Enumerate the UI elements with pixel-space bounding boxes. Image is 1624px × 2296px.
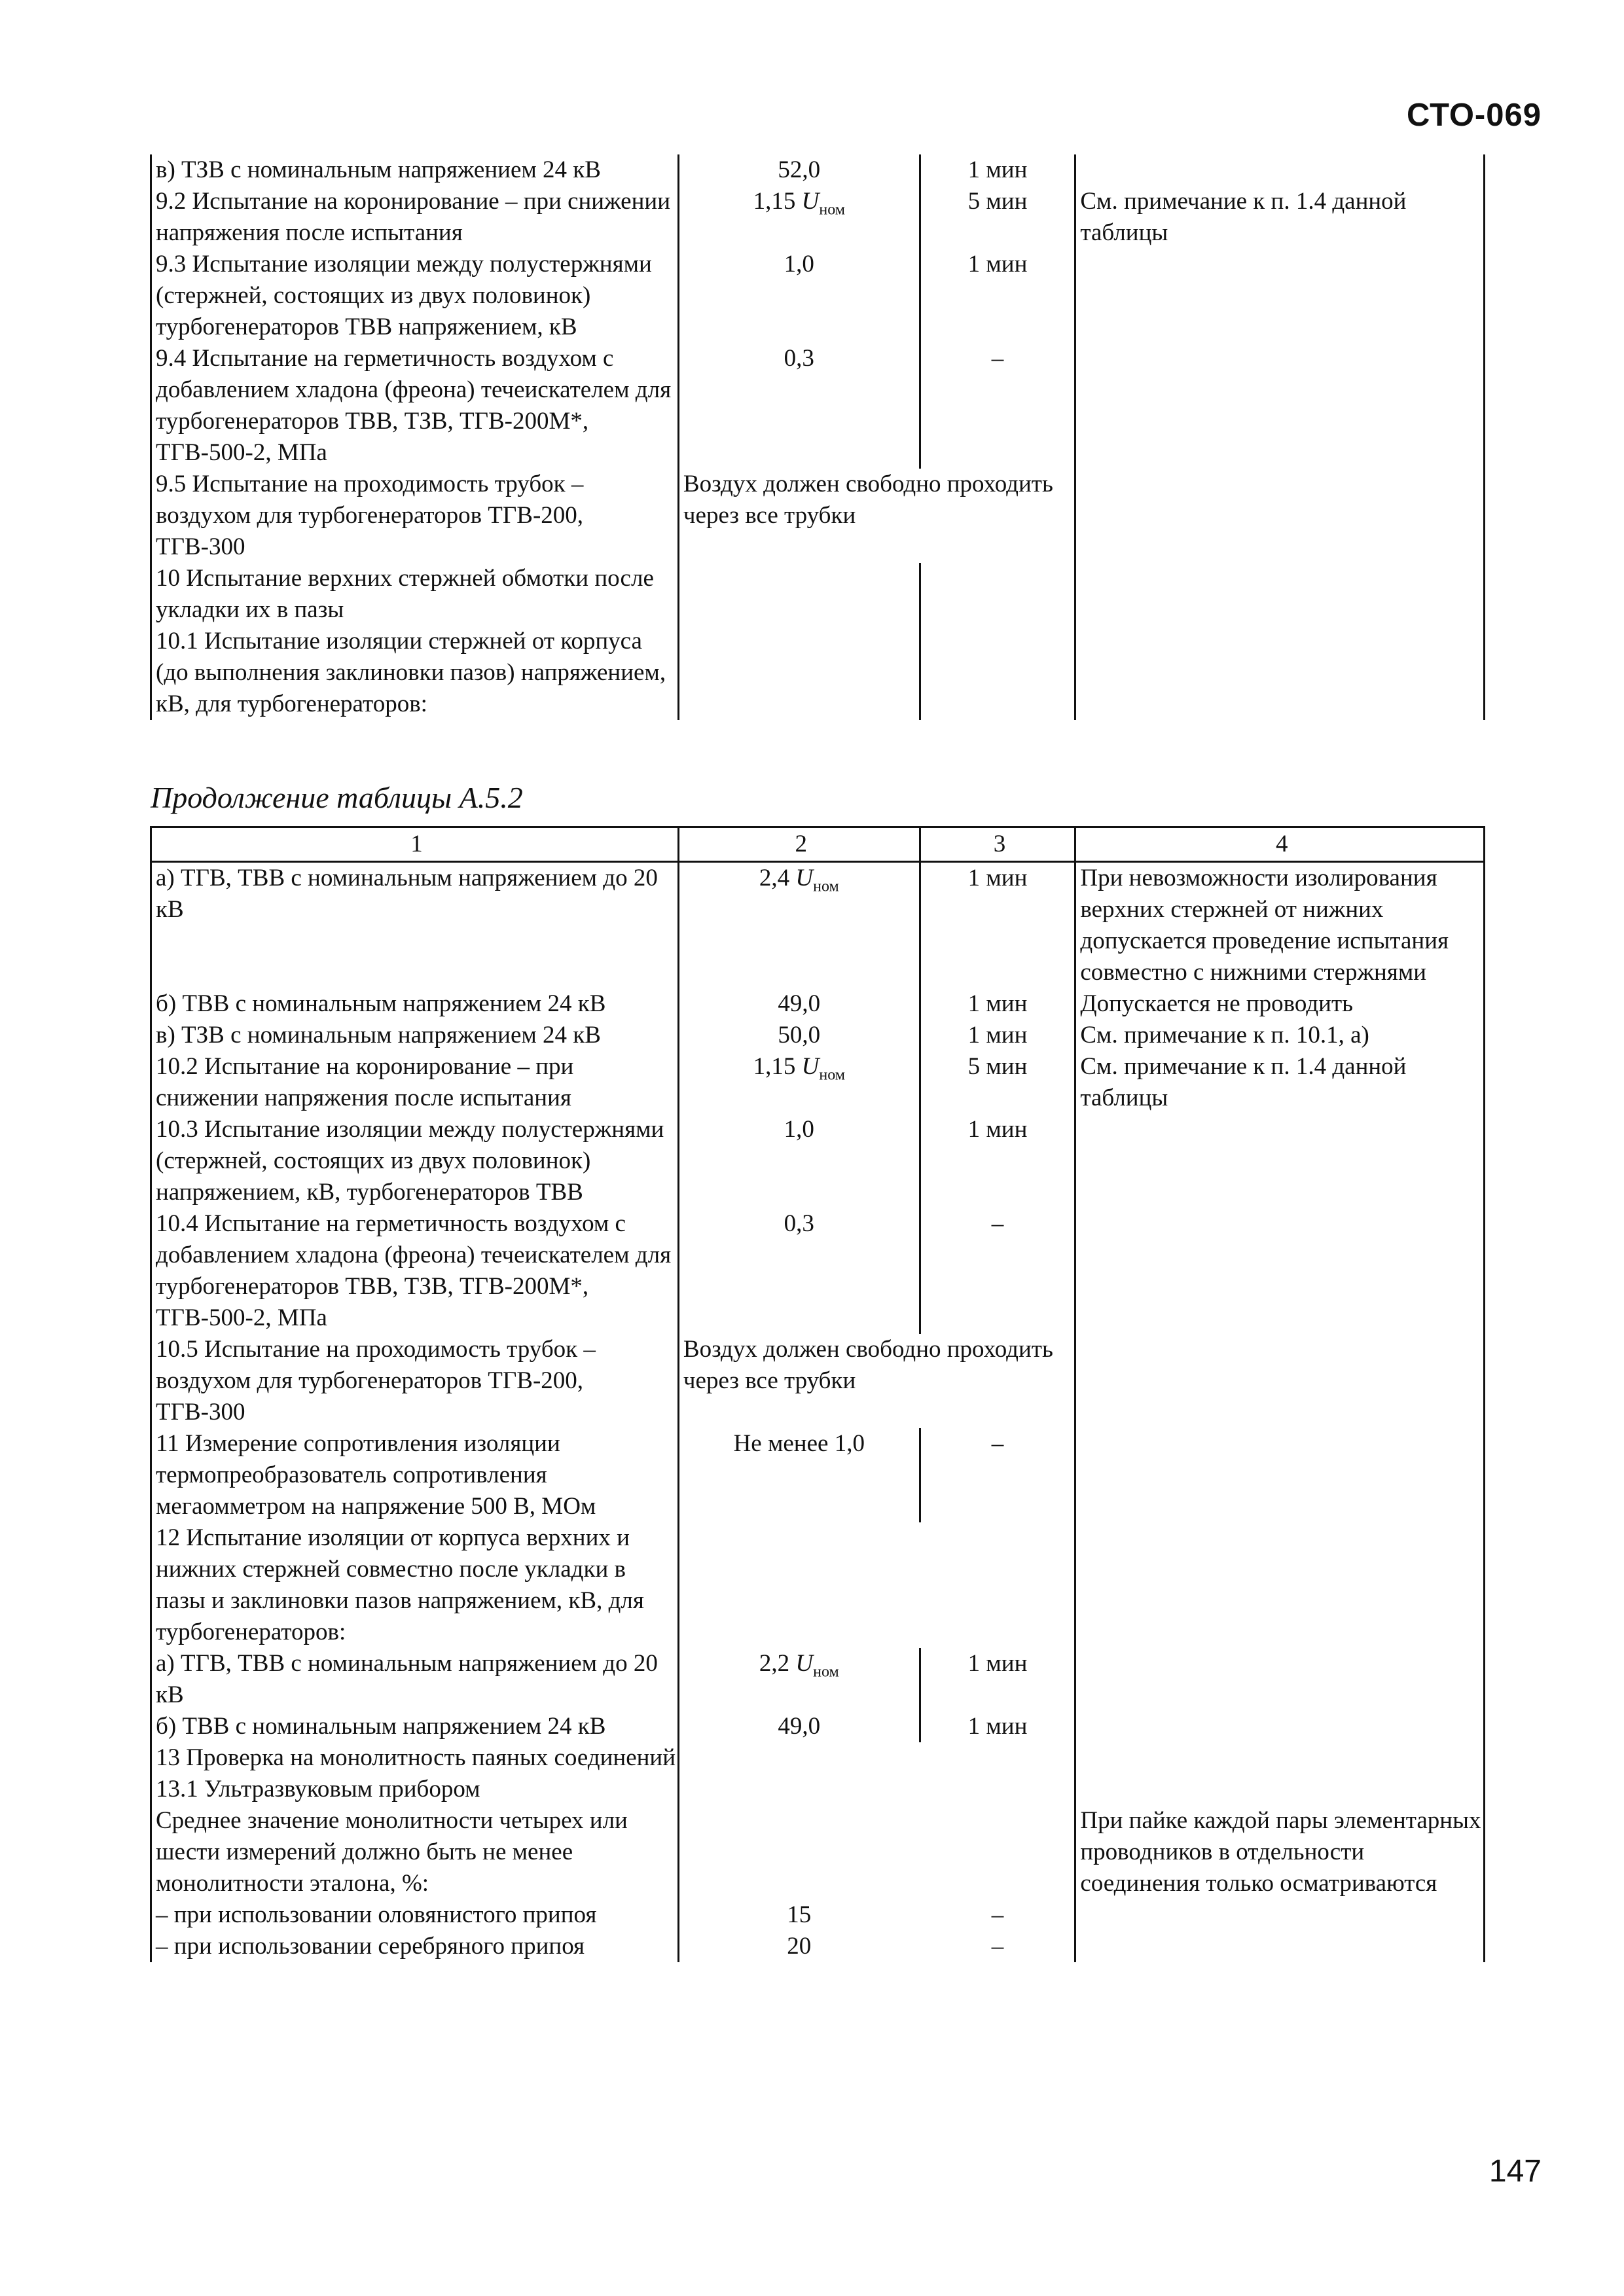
document-code: СТО-069 [1406, 98, 1542, 133]
cell: 52,0 [678, 154, 920, 186]
cell: в) ТЗВ с номинальным напряжением 24 кВ [151, 154, 679, 186]
cell: 1 мин [920, 249, 1075, 343]
cell [1075, 1774, 1485, 1805]
cell: 1 мин [920, 862, 1075, 989]
cell: См. примечание к п. 1.4 данной таблицы [1075, 1051, 1485, 1114]
table-header-row [151, 827, 1485, 862]
cell: Не менее 1,0 [678, 1428, 920, 1522]
cell [920, 1522, 1075, 1648]
cell: При пайке каждой пары элементарных проводников в отдельности соединения только осматриваются [1075, 1805, 1485, 1899]
cell [1075, 154, 1485, 186]
subscript: ном [819, 1066, 845, 1084]
cell: 0,3 [678, 1208, 920, 1334]
table-row [151, 1648, 1485, 1711]
cell: 10.2 Испытание на коронирование – при снижении напряжения после испытания [151, 1051, 679, 1114]
cell [1075, 1334, 1485, 1428]
cell [678, 1051, 920, 1114]
value: 2,4 [759, 865, 796, 891]
cell [920, 1774, 1075, 1805]
table-row [151, 626, 1485, 720]
cell: 49,0 [678, 1711, 920, 1742]
page-number: 147 [1489, 2154, 1542, 2189]
table-row [151, 988, 1485, 1020]
column-header: 1 [151, 827, 679, 862]
cell [678, 186, 920, 249]
cell: 50,0 [678, 1020, 920, 1051]
cell [1075, 1742, 1485, 1774]
cell [1075, 563, 1485, 626]
table-row [151, 249, 1485, 343]
cell [678, 862, 920, 989]
cell: См. примечание к п. 10.1, а) [1075, 1020, 1485, 1051]
table-row [151, 1805, 1485, 1899]
cell: 0,3 [678, 343, 920, 469]
cell: 1 мин [920, 1711, 1075, 1742]
cell [920, 1742, 1075, 1774]
cell: 1,0 [678, 249, 920, 343]
cell [1075, 1648, 1485, 1711]
table-row [151, 1742, 1485, 1774]
symbol: U [795, 865, 814, 891]
cell [678, 626, 920, 720]
cell: См. примечание к п. 1.4 данной таблицы [1075, 186, 1485, 249]
table-row [151, 1208, 1485, 1334]
cell [1075, 343, 1485, 469]
column-header: 2 [678, 827, 920, 862]
cell: 49,0 [678, 988, 920, 1020]
cell: 10.4 Испытание на герметичность воздухом с добавлением хладона (фреона) течеискателем для турбогенераторов ТВВ, ТЗВ, ТГВ-200М*, ТГВ-500-2, МПа [151, 1208, 679, 1334]
cell: б) ТВВ с номинальным напряжением 24 кВ [151, 988, 679, 1020]
cell [1075, 626, 1485, 720]
cell: 12 Испытание изоляции от корпуса верхних и нижних стержней совместно после укладки в пазы и заклиновки пазов напряжением, кВ, для турбогенераторов: [151, 1522, 679, 1648]
cell: 9.4 Испытание на герметичность воздухом с добавлением хладона (фреона) течеискателем для турбогенераторов ТВВ, ТЗВ, ТГВ-200М*, ТГВ-500-2, МПа [151, 343, 679, 469]
table-row [151, 862, 1485, 989]
cell: – [920, 1931, 1075, 1962]
symbol: U [795, 1650, 814, 1677]
table-row [151, 1020, 1485, 1051]
value: 2,2 [759, 1650, 796, 1677]
cell [1075, 249, 1485, 343]
cell: 5 мин [920, 1051, 1075, 1114]
cell: а) ТГВ, ТВВ с номинальным напряжением до 20 кВ [151, 1648, 679, 1711]
subscript: ном [813, 1663, 839, 1681]
cell [678, 1774, 920, 1805]
cell: а) ТГВ, ТВВ с номинальным напряжением до 20 кВ [151, 862, 679, 989]
cell: 1 мин [920, 154, 1075, 186]
table-row [151, 1114, 1485, 1208]
cell [1075, 1428, 1485, 1522]
cell: – [920, 1899, 1075, 1931]
table-row [151, 1522, 1485, 1648]
symbol: U [801, 1053, 820, 1080]
cell [678, 1522, 920, 1648]
cell [678, 1742, 920, 1774]
table-row [151, 1428, 1485, 1522]
cell: Допускается не проводить [1075, 988, 1485, 1020]
subscript: ном [819, 201, 845, 219]
cell: 9.2 Испытание на коронирование – при снижении напряжения после испытания [151, 186, 679, 249]
cell [678, 1805, 920, 1899]
cell: 5 мин [920, 186, 1075, 249]
merged-cell: Воздух должен свободно проходить через все трубки [678, 469, 1075, 563]
cell [1075, 1208, 1485, 1334]
cell [1075, 1522, 1485, 1648]
cell: 11 Измерение сопротивления изоляции термопреобразователь сопротивления мегаомметром на напряжение 500 В, МОм [151, 1428, 679, 1522]
cell [920, 626, 1075, 720]
cell: 15 [678, 1899, 920, 1931]
cell [1075, 1899, 1485, 1931]
cell: 9.3 Испытание изоляции между полустержнями (стержней, состоящих из двух половинок) турбогенераторов ТВВ напряжением, кВ [151, 249, 679, 343]
table-row [151, 1774, 1485, 1805]
column-header: 3 [920, 827, 1075, 862]
table-row [151, 1931, 1485, 1962]
cell: 13.1 Ультразвуковым прибором [151, 1774, 679, 1805]
cell [920, 563, 1075, 626]
cell: б) ТВВ с номинальным напряжением 24 кВ [151, 1711, 679, 1742]
cell [920, 1805, 1075, 1899]
cell: 10.5 Испытание на проходимость трубок – воздухом для турбогенераторов ТГВ-200, ТГВ-300 [151, 1334, 679, 1428]
cell: 1,0 [678, 1114, 920, 1208]
merged-cell: Воздух должен свободно проходить через все трубки [678, 1334, 1075, 1428]
cell: Среднее значение монолитности четырех или шести измерений должно быть не менее монолитности эталона, %: [151, 1805, 679, 1899]
cell: 1 мин [920, 1114, 1075, 1208]
table-row [151, 1899, 1485, 1931]
table-row [151, 154, 1485, 186]
table-caption: Продолжение таблицы А.5.2 [151, 781, 523, 814]
value: 1,15 [753, 1053, 802, 1080]
cell: в) ТЗВ с номинальным напряжением 24 кВ [151, 1020, 679, 1051]
cell: – [920, 1428, 1075, 1522]
table-row [151, 469, 1485, 563]
cell [678, 563, 920, 626]
cell: – [920, 343, 1075, 469]
cell [1075, 1711, 1485, 1742]
cell: 9.5 Испытание на проходимость трубок – воздухом для турбогенераторов ТГВ-200, ТГВ-300 [151, 469, 679, 563]
cell: 10.3 Испытание изоляции между полустержнями (стержней, состоящих из двух половинок) напряжением, кВ, турбогенераторов ТВВ [151, 1114, 679, 1208]
cell: 10.1 Испытание изоляции стержней от корпуса (до выполнения заклиновки пазов) напряжением, кВ, для турбогенераторов: [151, 626, 679, 720]
cell: – при использовании оловянистого припоя [151, 1899, 679, 1931]
cell [678, 1648, 920, 1711]
column-header: 4 [1075, 827, 1485, 862]
value: 1,15 [753, 188, 802, 215]
table-row [151, 1711, 1485, 1742]
cell [1075, 1931, 1485, 1962]
cell: 10 Испытание верхних стержней обмотки после укладки их в пазы [151, 563, 679, 626]
table-row [151, 563, 1485, 626]
table-top [150, 154, 1485, 720]
cell [1075, 469, 1485, 563]
table-row [151, 343, 1485, 469]
subscript: ном [813, 878, 839, 895]
table-main [150, 826, 1485, 1962]
table-row [151, 1334, 1485, 1428]
cell: – [920, 1208, 1075, 1334]
table-row [151, 186, 1485, 249]
cell: При невозможности изолирования верхних стержней от нижних допускается проведение испытания совместно с нижними стержнями [1075, 862, 1485, 989]
cell: 1 мин [920, 1020, 1075, 1051]
table-row [151, 1051, 1485, 1114]
cell [1075, 1114, 1485, 1208]
cell: 20 [678, 1931, 920, 1962]
cell: – при использовании серебряного припоя [151, 1931, 679, 1962]
symbol: U [801, 188, 820, 215]
cell: 1 мин [920, 988, 1075, 1020]
cell: 1 мин [920, 1648, 1075, 1711]
cell: 13 Проверка на монолитность паяных соединений [151, 1742, 679, 1774]
